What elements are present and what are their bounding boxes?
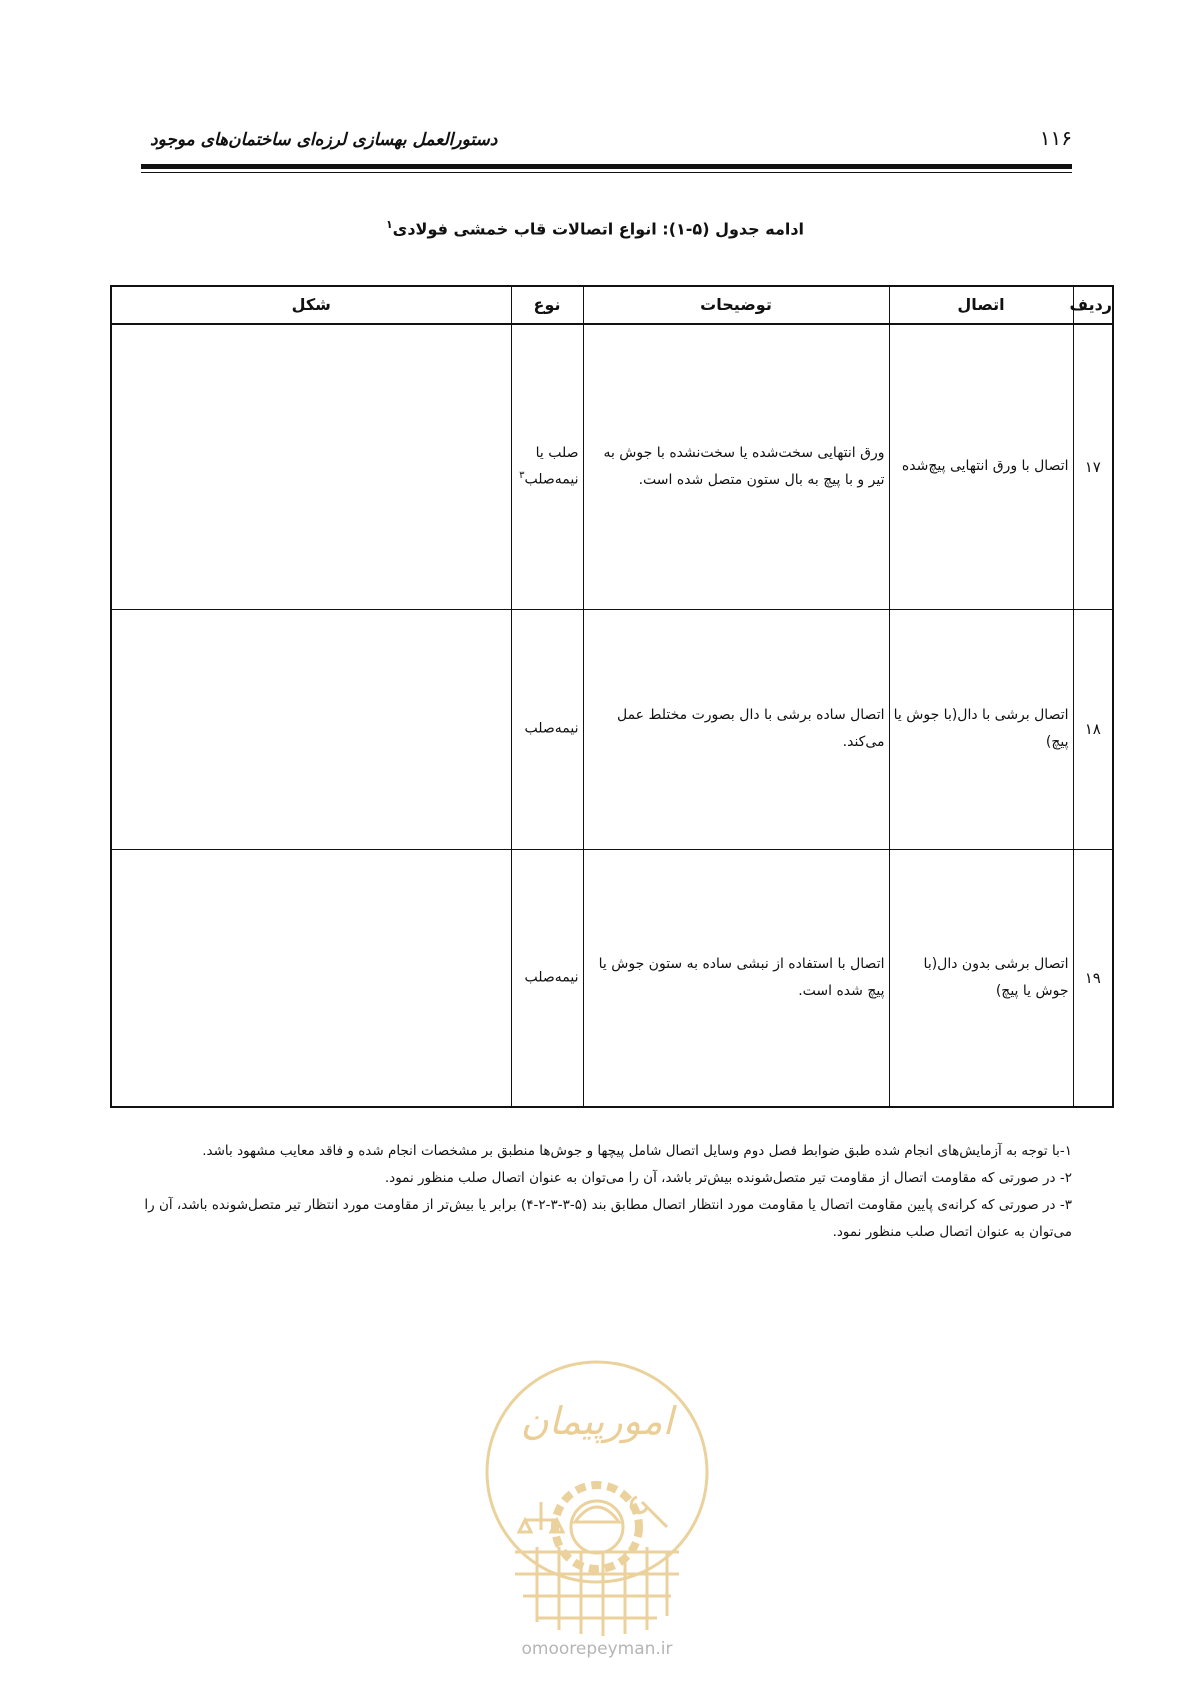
connections-table [110, 285, 1114, 1108]
connection-description: اتصال ساده برشی با دال بصورت مختلط عمل می‌کند. [583, 609, 889, 849]
row-number: ۱۷ [1073, 324, 1113, 609]
connection-name: اتصال با ورق انتهایی پیچ‌شده [889, 324, 1073, 609]
connection-type [511, 849, 583, 1107]
table-title-text: ادامه جدول (۵-۱): انواع اتصالات قاب خمشی فولادی [392, 219, 805, 239]
connection-name: اتصال برشی با دال(با جوش یا پیچ) [889, 609, 1073, 849]
header-description: توضیحات [583, 286, 889, 324]
footnotes [140, 1138, 1072, 1246]
header-figure: شکل [111, 286, 511, 324]
connection-type-note: ۳ [519, 470, 525, 482]
header-connection: اتصال [889, 286, 1073, 324]
connection-description: ورق انتهایی سخت‌شده یا سخت‌نشده با جوش به تیر و با پیچ به بال ستون متصل شده است. [583, 324, 889, 609]
footnote-3: ۳- در صورتی که کرانه‌ی پایین مقاومت اتصال یا مقاومت مورد انتظار اتصال مطابق بند (۵-۳-۳-۲-۴) برابر یا بیش‌تر از مقاومت مورد انتظار تیر متصل‌شونده باشد، آن را می‌توان به عنوان اتصال صلب منظور نمود. [144, 1197, 1072, 1240]
row-number: ۱۸ [1073, 609, 1113, 849]
header-rule-thin [141, 172, 1072, 173]
table-row [111, 324, 1113, 609]
connection-figure [111, 849, 511, 1107]
table-title-footnote-ref: ۱ [385, 218, 393, 231]
row-number: ۱۹ [1073, 849, 1113, 1107]
table-title [300, 218, 890, 238]
header-type: نوع [511, 286, 583, 324]
connection-type-text: نیمه‌صلب [524, 969, 579, 986]
connection-description: اتصال با استفاده از نبشی ساده به ستون جوش یا پیچ شده است. [583, 849, 889, 1107]
running-header: دستورالعمل بهسازی لرزه‌ای ساختمان‌های موجود [150, 130, 498, 150]
connection-figure [111, 609, 511, 849]
header-row-number: ردیف [1073, 286, 1113, 324]
connection-name: اتصال برشی بدون دال(با جوش یا پیچ) [889, 849, 1073, 1107]
connection-type-text: صلب یا نیمه‌صلب [524, 444, 579, 489]
footnote-2: ۲- در صورتی که مقاومت اتصال از مقاومت تیر متصل‌شونده بیش‌تر باشد، آن را می‌توان به عنوان اتصال صلب منظور نمود. [384, 1170, 1072, 1186]
page-number: ۱۱۶ [1039, 126, 1072, 150]
watermark-logo-text: امورپیمان [520, 1399, 674, 1443]
connection-type [511, 324, 583, 609]
connection-type-text: نیمه‌صلب [524, 721, 579, 738]
watermark-url: omoorepeyman.ir [521, 1639, 673, 1659]
table-header-row [111, 286, 1113, 324]
table-row [111, 609, 1113, 849]
table-row [111, 849, 1113, 1107]
connection-figure [111, 324, 511, 609]
header-rule-thick [141, 164, 1072, 169]
footnote-1: ۱-با توجه به آزمایش‌های انجام شده طبق ضوابط فصل دوم وسایل اتصال شامل پیچها و جوش‌ها منطبق بر مشخصات انجام شده و فاقد معایب مشهود باشد. [202, 1143, 1072, 1159]
connection-type [511, 609, 583, 849]
watermark-logo [477, 1352, 717, 1662]
